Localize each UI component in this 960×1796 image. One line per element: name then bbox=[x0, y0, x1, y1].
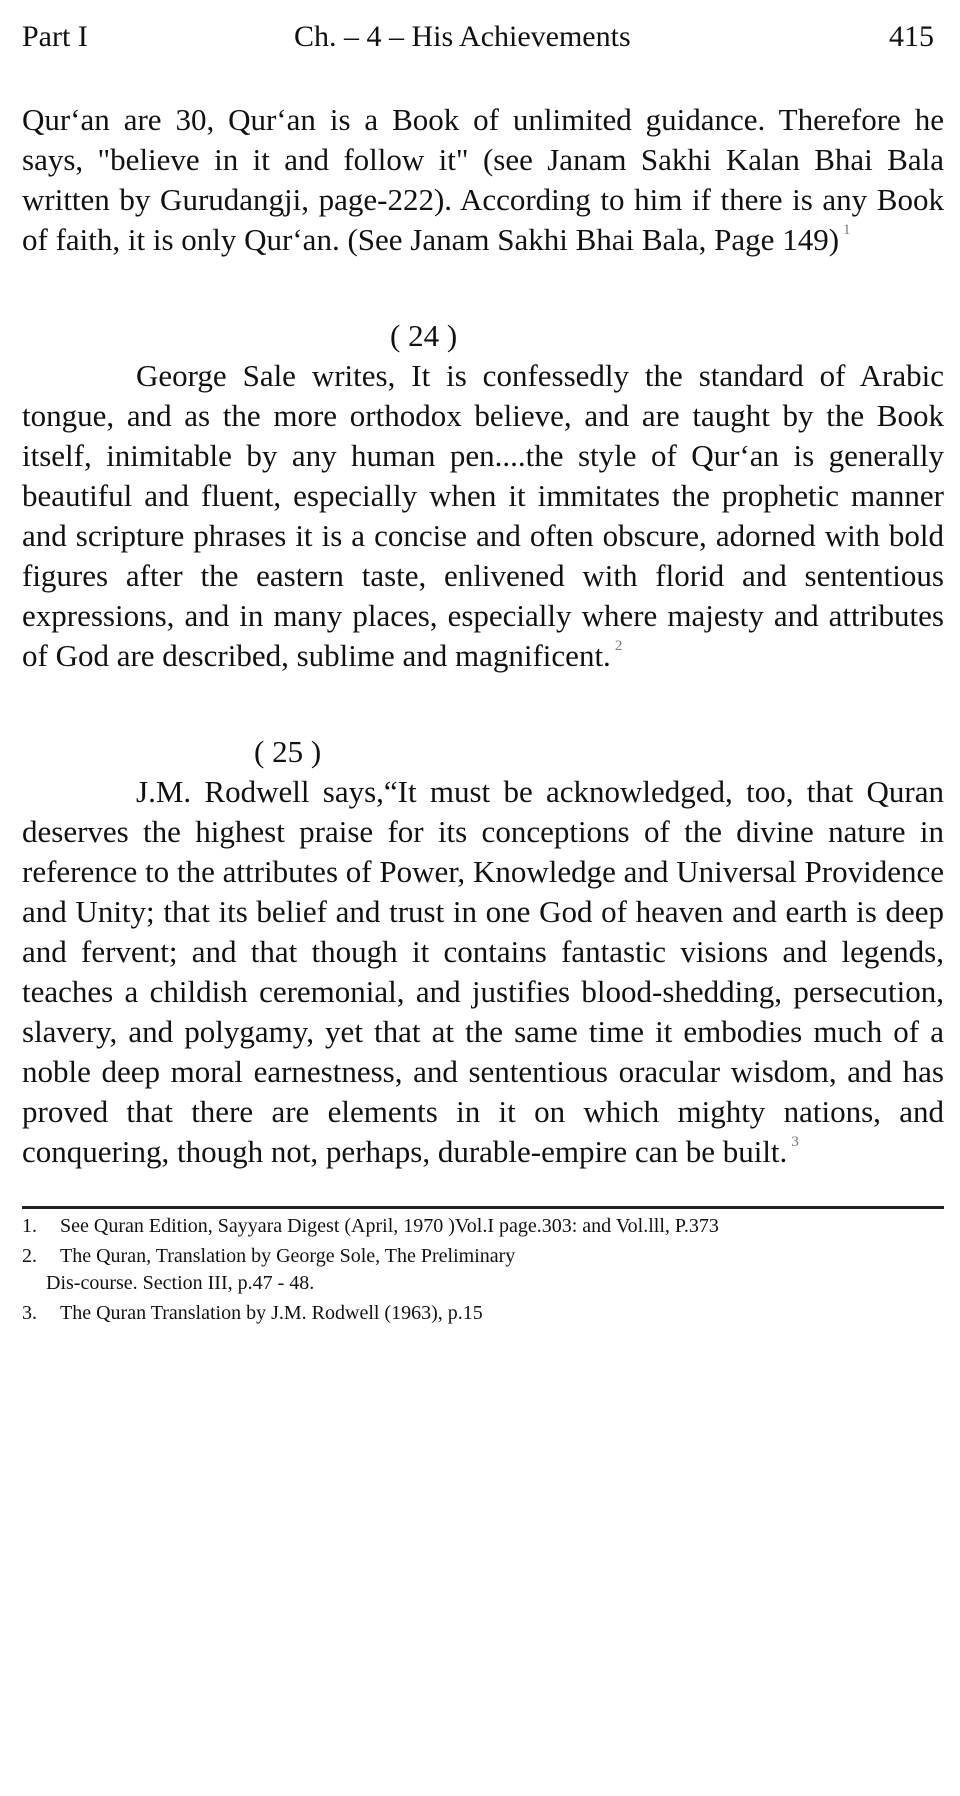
section-24-paragraph bbox=[22, 356, 944, 676]
running-header bbox=[22, 0, 944, 54]
section-24-text: George Sale writes, It is confessedly the standard of Arabic tongue, and as the more orthodox believe, and are taught by the Book itself, inimitable by any human pen....the style of Qur‘an is generally beautiful and fluent, especially when it immitates the prophetic manner and scripture phrases it is a concise and often obscure, adorned with bold figures after the eastern taste, enlivened with florid and sententious expressions, and in many places, especially where majesty and attributes of God are described, sublime and magnificent. bbox=[22, 358, 944, 673]
footnote-text: The Quran, Translation by George Sole, The Preliminary bbox=[60, 1245, 516, 1267]
footnote-3 bbox=[22, 1300, 944, 1327]
part-label: Part I bbox=[22, 20, 88, 53]
section-25-paragraph bbox=[22, 772, 944, 1172]
footnote-2 bbox=[22, 1243, 944, 1297]
footnote-continuation: Dis-course. Section III, p.47 - 48. bbox=[46, 1272, 315, 1294]
footnote-1 bbox=[22, 1213, 944, 1240]
footnotes bbox=[22, 1213, 944, 1327]
footnote-reference-2: 2 bbox=[614, 638, 623, 654]
footnote-reference-1: 1 bbox=[843, 222, 851, 238]
footnote-number: 2. bbox=[22, 1245, 37, 1267]
footnote-text: The Quran Translation by J.M. Rodwell (1963), p.15 bbox=[60, 1302, 483, 1324]
section-number-24: ( 24 ) bbox=[390, 318, 458, 353]
page-number: 415 bbox=[889, 20, 934, 53]
section-25-text: J.M. Rodwell says,“It must be acknowledged, too, that Quran deserves the highest praise for its conceptions of the divine nature in reference to the attributes of Power, Knowledge and Universal Providence and Unity; that its belief and trust in one God of heaven and earth is deep and fervent; and that though it contains fantastic visions and legends, teaches a childish ceremonial, and justifies blood-shedding, persecution, slavery, and polygamy, yet that at the same time it embodies much of a noble deep moral earnestness, and sententious oracular wisdom, and has proved that there are elements in it on which mighty nations, and conquering, though not, perhaps, durable-empire can be built. bbox=[22, 774, 944, 1169]
intro-text: Qur‘an are 30, Qur‘an is a Book of unlimited guidance. Therefore he says, "believe in it and follow it" (see Janam Sakhi Kalan Bhai Bala written by Gurudangji, page-222). According to him if there is any Book of faith, it is only Qur‘an. (See Janam Sakhi Bhai Bala, Page 149) bbox=[22, 102, 944, 257]
section-number-25: ( 25 ) bbox=[254, 734, 322, 769]
footnote-number: 3. bbox=[22, 1302, 37, 1324]
book-page bbox=[22, 0, 944, 1330]
intro-paragraph bbox=[22, 100, 944, 260]
footnote-divider bbox=[22, 1206, 944, 1209]
chapter-title: Ch. – 4 – His Achievements bbox=[294, 20, 631, 53]
footnote-text: See Quran Edition, Sayyara Digest (April, 1970 )Vol.I page.303: and Vol.lll, P.373 bbox=[60, 1215, 719, 1237]
footnote-reference-3: 3 bbox=[791, 1134, 799, 1150]
footnote-number: 1. bbox=[22, 1215, 37, 1237]
